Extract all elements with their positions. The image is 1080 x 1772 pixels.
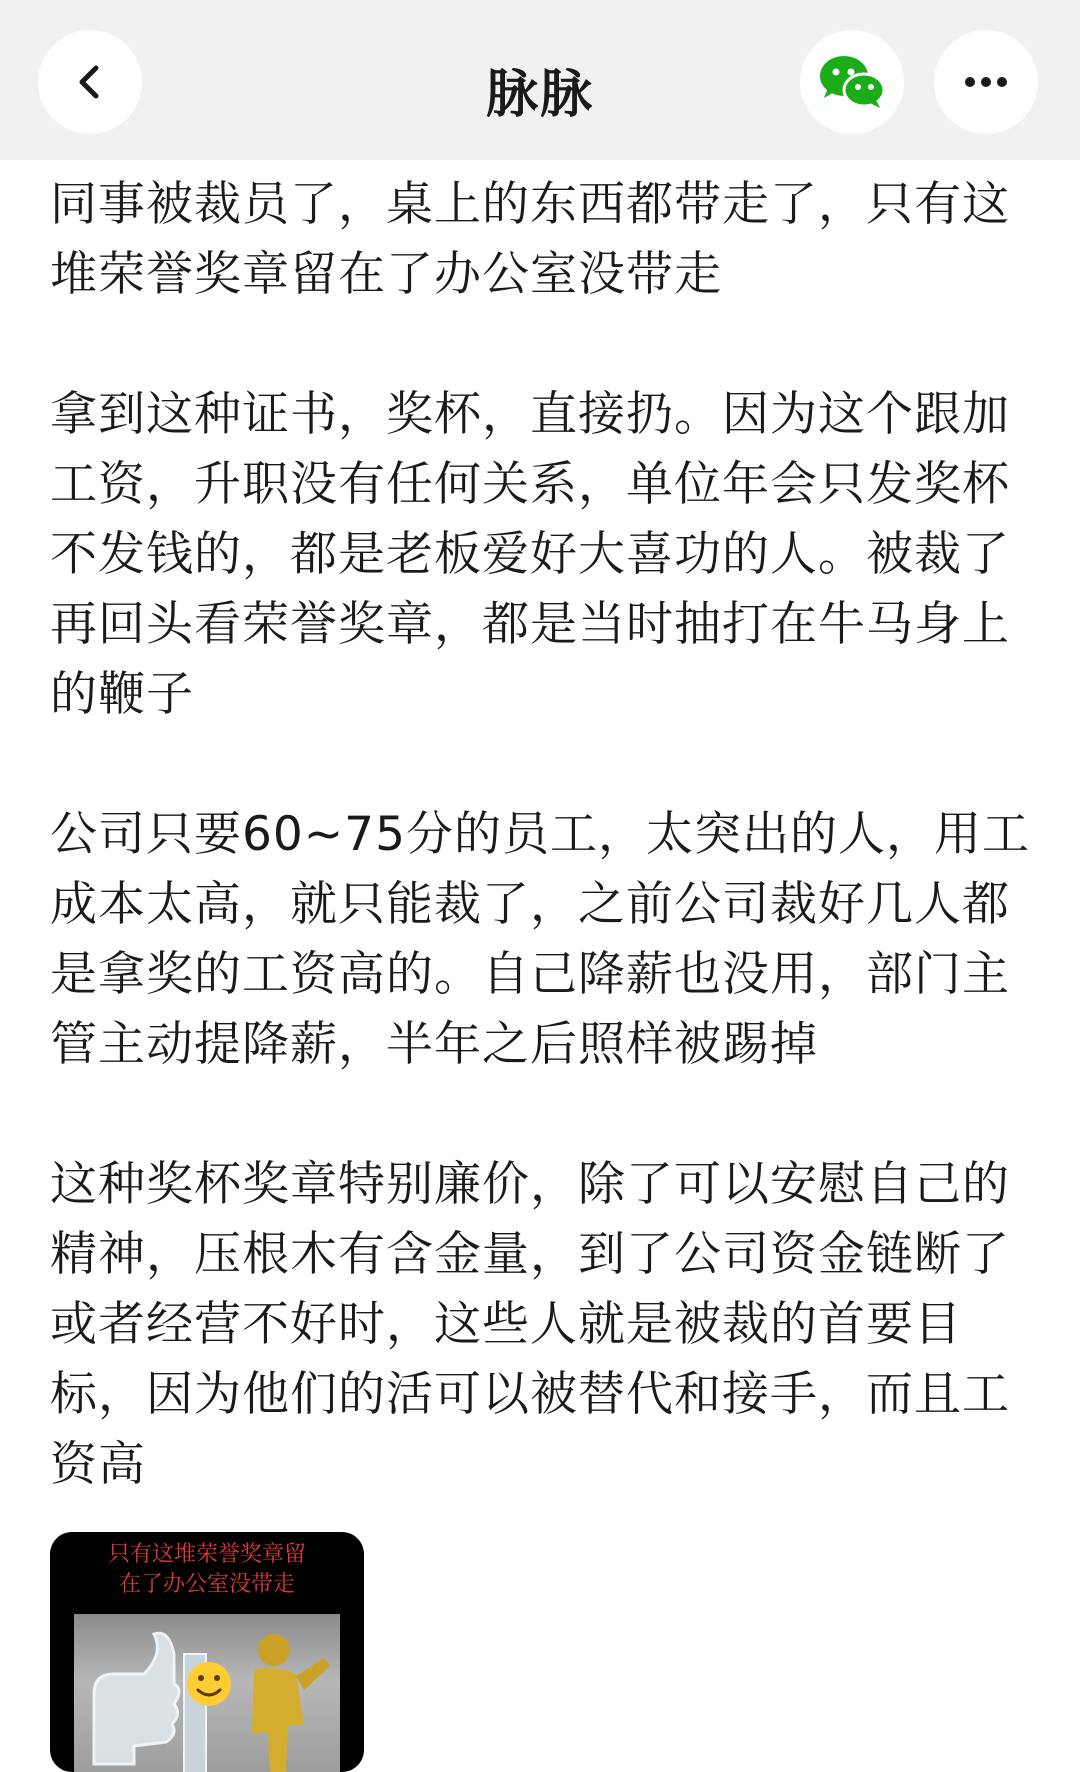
post-image[interactable] [50,1532,364,1772]
more-icon [964,76,1008,88]
post-content [50,170,1030,1570]
post-paragraph: 这种奖杯奖章特别廉价，除了可以安慰自己的精神，压根木有含金量，到了公司资金链断了或者经营不好时，这些人就是被裁的首要目标，因为他们的活可以被替代和接手，而且工资高 [50,1157,1010,1492]
trophy-photo [74,1614,340,1772]
post-paragraph: 公司只要60~75分的员工，太突出的人，用工成本太高，就只能裁了，之前公司裁好几人都是拿奖的工资高的。自己降薪也没用，部门主管主动提降薪，半年之后照样被踢掉 [50,807,1030,1072]
trophies-illustration [74,1614,340,1772]
image-caption-line: 只有这堆荣誉奖章留 [107,1542,306,1567]
share-wechat-button[interactable] [800,30,904,134]
top-navigation-bar [0,0,1080,160]
post-paragraph: 拿到这种证书，奖杯，直接扔。因为这个跟加工资，升职没有任何关系，单位年会只发奖杯不发钱的，都是老板爱好大喜功的人。被裁了再回头看荣誉奖章，都是当时抽打在牛马身上的鞭子 [50,387,1010,722]
image-caption-line: 在了办公室没带走 [118,1572,295,1597]
page-title: 脉脉 [485,65,594,125]
wechat-icon [818,54,886,110]
more-options-button[interactable] [934,30,1038,134]
image-caption [50,1532,364,1620]
post-paragraph: 同事被裁员了，桌上的东西都带走了，只有这堆荣誉奖章留在了办公室没带走 [50,177,1010,302]
